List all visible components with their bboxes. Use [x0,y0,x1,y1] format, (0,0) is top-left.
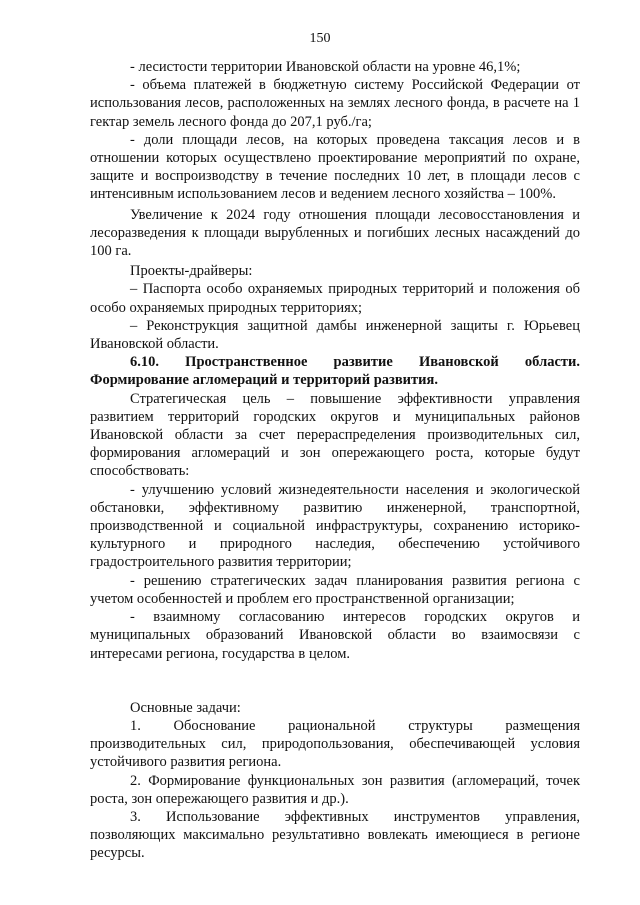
paragraph: - лесистости территории Ивановской области на уровне 46,1%; [130,59,521,75]
blank-space [90,663,580,699]
paragraph: Увеличение к 2024 году отношения площади лесовосстановления и лесоразведения к площади вырубленных и погибших лесных насаждений до 100 га. [90,206,580,260]
paragraph: - решению стратегических задач планирования развития региона с учетом особенностей и проблем его пространственной организации; [90,572,580,607]
paragraph: Стратегическая цель – повышение эффективности управления развитием территорий городских округов и муниципальных районов Ивановской области за счет перераспределения производительных сил, формирования агломераций и зон опережающего роста, которые будут способствовать: [90,390,580,480]
paragraph: - взаимному согласованию интересов городских округов и муниципальных образований Ивановской области во взаимосвязи с интересами региона, государства в целом. [90,609,580,662]
paragraph: - доли площади лесов, на которых проведена таксация лесов и в отношении которых осуществлено проектирование мероприятий по охране, защите и воспроизводству в течение последних 10 лет, в площади лесов с интенсивным использованием лесов и ведением лесного хозяйства – 100%. [90,131,580,203]
paragraph: - улучшению условий жизнедеятельности населения и экологической обстановки, эффективному развитию инженерной, транспортной, производственной и социальной инфраструктуры, сохранению историко-культурного и природного наследия, обеспечению устойчивого градостроительного развития территории; [90,481,580,571]
section-heading: 6.10. Пространственное развитие Ивановской области. Формирование агломераций и территорий развития. [90,354,580,389]
paragraph: Проекты-драйверы: [130,263,253,280]
paragraph: - объема платежей в бюджетную систему Российской Федерации от использования лесов, расположенных на землях лесного фонда, в расчете на 1 гектар земель лесного фонда до 207,1 руб./га; [90,77,580,130]
paragraph: Основные задачи: [130,699,241,716]
paragraph: – Реконструкция защитной дамбы инженерной защиты г. Юрьевец Ивановской области. [90,317,580,353]
list-item: 1. Обоснование рациональной структуры размещения производительных сил, природопользования, обеспечивающей условия устойчивого развития региона. [90,717,580,771]
page-number: 150 [309,31,331,46]
list-item: 3. Использование эффективных инструментов управления, позволяющих максимально результативно вовлекать имеющиеся в регионе ресурсы. [90,808,580,862]
list-item: 2. Формирование функциональных зон развития (агломераций, точек роста, зон опережающего развития и др.). [90,772,580,807]
document-body [90,58,580,863]
paragraph: – Паспорта особо охраняемых природных территорий и положения об особо охраняемых природных территориях; [90,281,580,316]
